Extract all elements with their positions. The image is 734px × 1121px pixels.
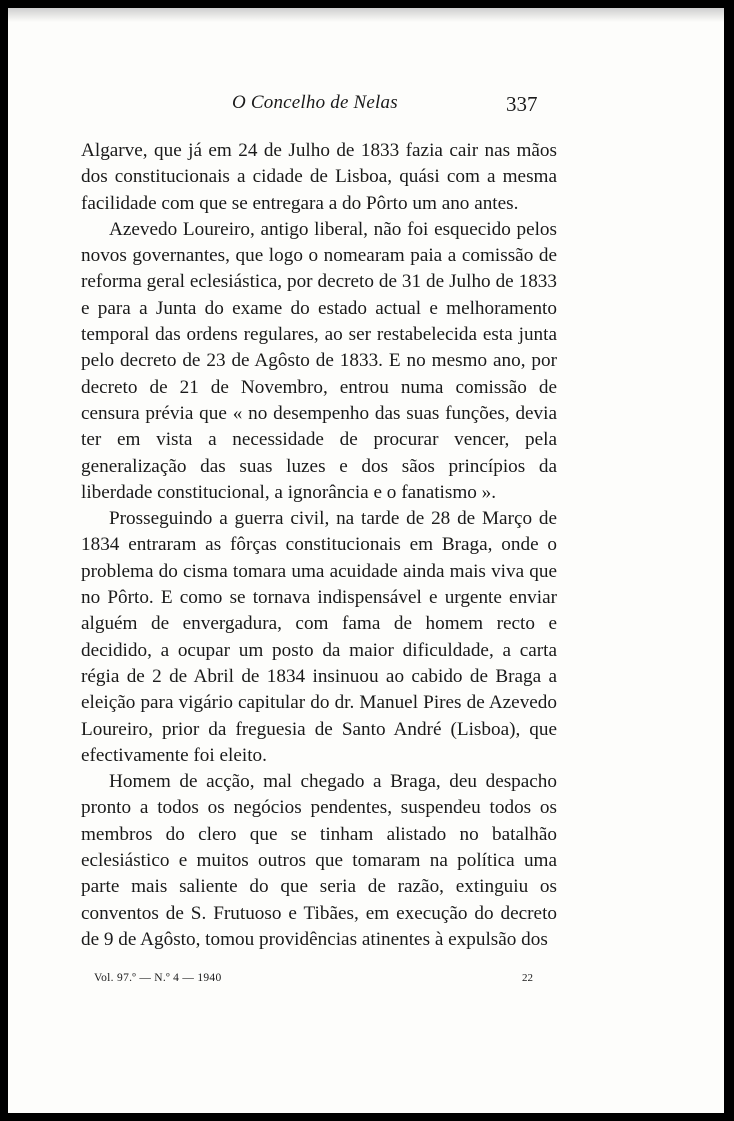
footer-signature-mark: 22 [522, 972, 533, 984]
scan-edge-shadow [8, 8, 724, 22]
running-title: O Concelho de Nelas [232, 92, 398, 113]
paragraph: Azevedo Loureiro, antigo liberal, não foi esquecido pelos novos governantes, que logo o nomearam paia a comissão de reforma geral eclesiástica, por decreto de 31 de Julho de 1833 e para a Junta do exame do estado actual e melhoramento temporal das ordens regulares, ao ser restabelecida esta junta pelo decreto de 23 de Agôsto de 1833. E no mesmo ano, por decreto de 21 de Novembro, entrou numa comissão de censura prévia que « no desempenho das suas funções, devia ter em vista a necessidade de procurar vencer, pela generalização das suas luzes e dos sãos princípios da liberdade constitucional, a ignorância e o fanatismo ». [81, 218, 557, 503]
page-sheet [8, 8, 724, 1113]
paragraph: Homem de acção, mal chegado a Braga, deu despacho pronto a todos os negócios pendentes, suspendeu todos os membros do clero que se tinham alistado no batalhão eclesiástico e muitos outros que tomaram na política uma parte mais saliente do que seria de razão, extinguiu os conventos de S. Frutuoso e Tibães, em execução do decreto de 9 de Agôsto, tomou providências atinentes à expulsão dos [81, 771, 557, 950]
page-number: 337 [506, 92, 538, 116]
paragraph-continuation: Algarve, que já em 24 de Julho de 1833 fazia cair nas mãos dos constitucionais a cidade de Lisboa, quási com a mesma facilidade com que se entregara a do Pôrto um ano antes. [81, 140, 557, 214]
body-text [81, 138, 557, 953]
footer-volume-info: Vol. 97.º — N.º 4 — 1940 [94, 972, 222, 984]
paragraph: Prosseguindo a guerra civil, na tarde de 28 de Março de 1834 entraram as fôrças constitucionais em Braga, onde o problema do cisma tomara uma acuidade ainda mais viva que no Pôrto. E como se tornava indispensável e urgente enviar alguém de envergadura, com fama de homem recto e decidido, a ocupar um posto da maior dificuldade, a carta régia de 2 de Abril de 1834 insinuou ao cabido de Braga a eleição para vigário capitular do dr. Manuel Pires de Azevedo Loureiro, prior da freguesia de Santo André (Lisboa), que efectivamente foi eleito. [81, 508, 557, 766]
